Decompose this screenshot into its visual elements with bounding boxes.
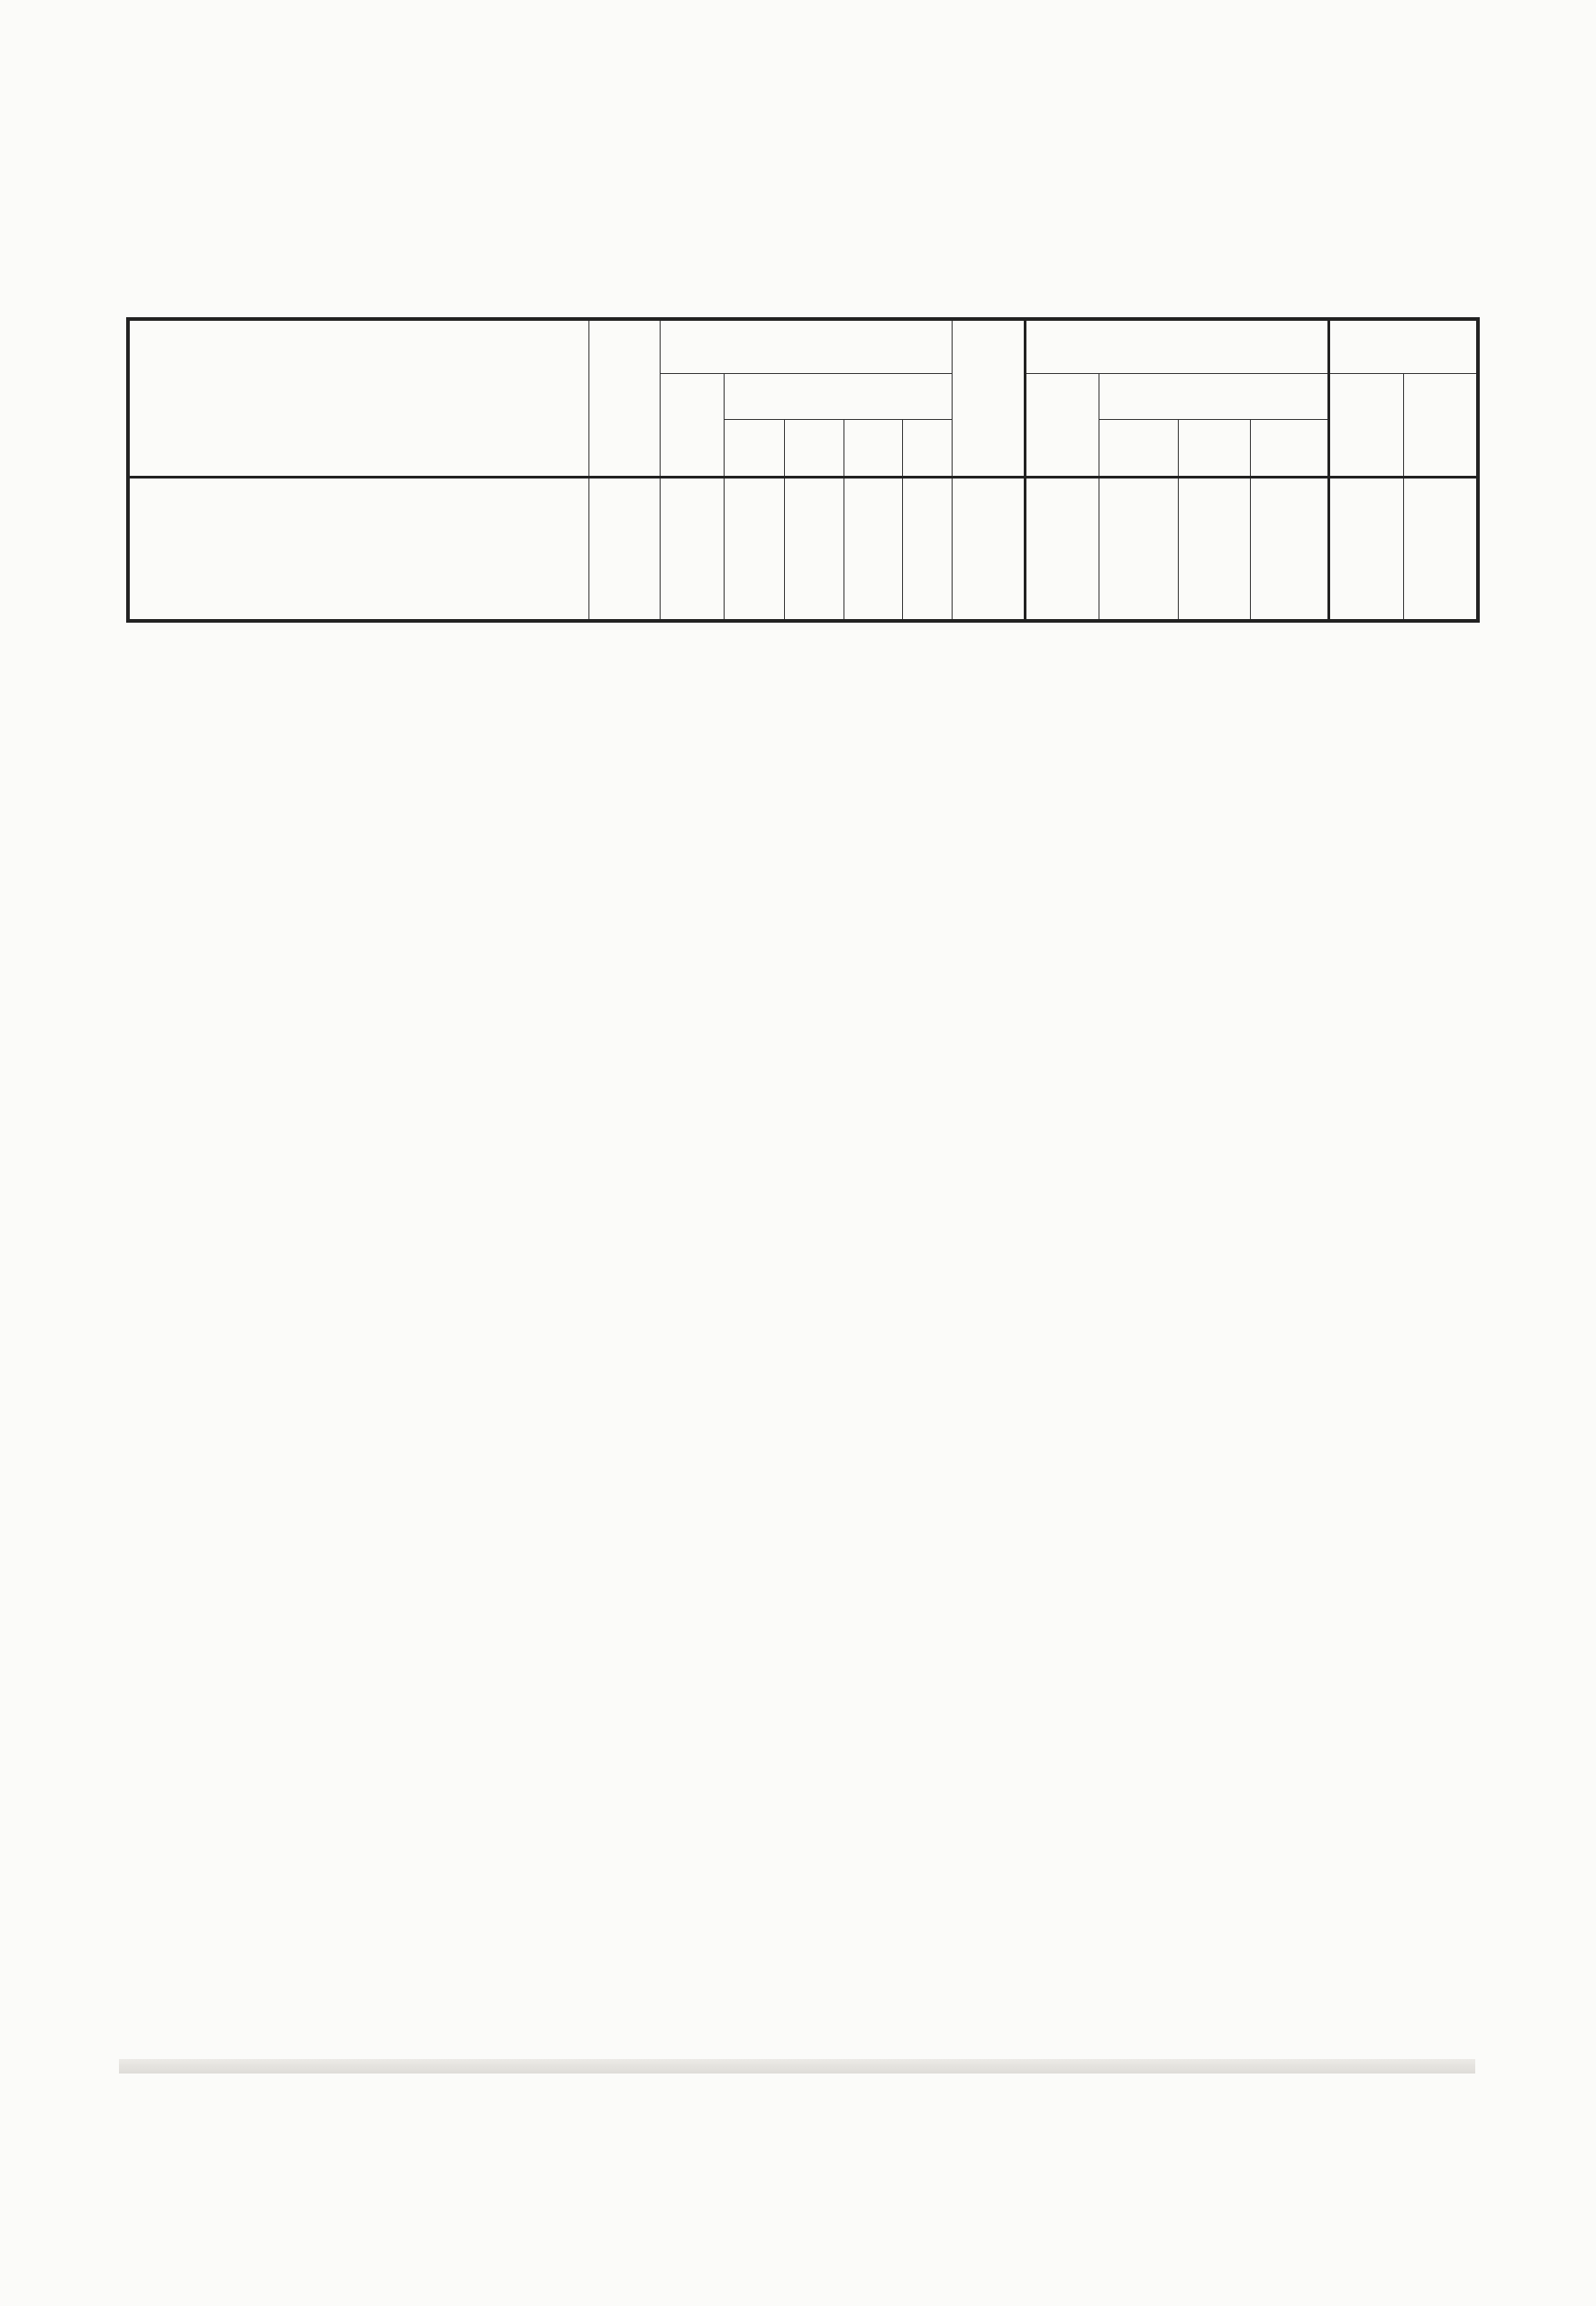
row-label xyxy=(128,502,589,525)
cell-value xyxy=(902,525,952,549)
cell-value xyxy=(1178,572,1251,596)
col-inhabited xyxy=(784,420,844,478)
cell-value xyxy=(660,572,724,596)
col-building xyxy=(902,420,952,478)
cell-value xyxy=(1025,478,1099,503)
cell-value xyxy=(589,525,660,549)
row-label xyxy=(128,549,589,572)
cell-value xyxy=(1099,525,1178,549)
cell-value xyxy=(953,572,1026,596)
cell-value xyxy=(1025,525,1099,549)
cell-value xyxy=(725,478,785,503)
cell-value xyxy=(1328,502,1403,525)
col-electors xyxy=(1328,374,1403,478)
col-area xyxy=(589,319,660,478)
cell-value xyxy=(784,572,844,596)
cell-value xyxy=(589,502,660,525)
table-row xyxy=(128,572,1478,596)
cell-value xyxy=(1403,549,1478,572)
cell-value xyxy=(784,596,844,621)
col-persons xyxy=(1099,420,1178,478)
cell-value xyxy=(1178,596,1251,621)
cell-value xyxy=(784,502,844,525)
cell-value xyxy=(1251,596,1328,621)
cell-value xyxy=(725,502,785,525)
cell-value xyxy=(660,478,724,503)
col-males xyxy=(1178,420,1251,478)
cell-value xyxy=(1099,502,1178,525)
census-table xyxy=(126,317,1480,623)
cell-value xyxy=(1025,549,1099,572)
row-label xyxy=(128,572,589,596)
cell-value xyxy=(1025,572,1099,596)
col-population xyxy=(1025,319,1328,374)
table-header xyxy=(128,319,1478,478)
col-total xyxy=(725,420,785,478)
cell-value xyxy=(784,525,844,549)
cell-value xyxy=(1328,525,1403,549)
cell-value xyxy=(1403,572,1478,596)
cell-value xyxy=(725,549,785,572)
col-pop-1891 xyxy=(1099,374,1328,420)
cell-value xyxy=(1099,478,1178,503)
cell-value xyxy=(1328,572,1403,596)
cell-value xyxy=(953,525,1026,549)
cell-value xyxy=(660,596,724,621)
cell-value xyxy=(1328,478,1403,503)
col-name xyxy=(128,319,589,478)
cell-value xyxy=(784,549,844,572)
cell-value xyxy=(1328,549,1403,572)
table-row xyxy=(128,549,1478,572)
cell-value xyxy=(1251,478,1328,503)
cell-value xyxy=(589,549,660,572)
cell-value xyxy=(1403,502,1478,525)
cell-value xyxy=(844,525,902,549)
cell-value xyxy=(1178,525,1251,549)
row-label xyxy=(128,596,589,621)
table-row xyxy=(128,596,1478,621)
cell-value xyxy=(844,596,902,621)
cell-value xyxy=(844,549,902,572)
cell-value xyxy=(953,502,1026,525)
cell-value xyxy=(953,478,1026,503)
cell-value xyxy=(725,572,785,596)
cell-value xyxy=(660,549,724,572)
cell-value xyxy=(1178,478,1251,503)
col-females xyxy=(1251,420,1328,478)
cell-value xyxy=(844,572,902,596)
cell-value xyxy=(1403,478,1478,503)
cell-value xyxy=(1099,549,1178,572)
cell-value xyxy=(589,572,660,596)
col-number-of xyxy=(1328,319,1478,374)
cell-value xyxy=(589,596,660,621)
col-houses xyxy=(660,319,952,374)
cell-value xyxy=(1099,572,1178,596)
cell-value xyxy=(1403,525,1478,549)
cell-value xyxy=(902,478,952,503)
cell-value xyxy=(1251,525,1328,549)
col-pop-1881 xyxy=(1025,374,1099,478)
col-members xyxy=(1403,374,1478,478)
cell-value xyxy=(1251,572,1328,596)
cell-value xyxy=(902,596,952,621)
table-row xyxy=(128,502,1478,525)
cell-value xyxy=(1251,502,1328,525)
cell-value xyxy=(1099,596,1178,621)
cell-value xyxy=(902,549,952,572)
cell-value xyxy=(784,478,844,503)
cell-value xyxy=(844,478,902,503)
cell-value xyxy=(902,572,952,596)
cell-value xyxy=(1025,502,1099,525)
cell-value xyxy=(589,478,660,503)
table-body xyxy=(128,478,1478,622)
table-row xyxy=(128,525,1478,549)
cell-value xyxy=(902,502,952,525)
cell-value xyxy=(1178,502,1251,525)
col-outoffices xyxy=(953,319,1026,478)
cell-value xyxy=(725,596,785,621)
cell-value xyxy=(1328,596,1403,621)
cell-value xyxy=(1025,596,1099,621)
cell-value xyxy=(953,549,1026,572)
cell-value xyxy=(725,525,785,549)
cell-value xyxy=(953,596,1026,621)
row-label xyxy=(128,478,589,503)
table-row xyxy=(128,478,1478,503)
col-uninhabited xyxy=(844,420,902,478)
cell-value xyxy=(660,502,724,525)
cell-value xyxy=(1178,549,1251,572)
cell-value xyxy=(1251,549,1328,572)
cell-value xyxy=(844,502,902,525)
col-houses-1881 xyxy=(660,374,724,478)
cell-value xyxy=(1403,596,1478,621)
table-notes xyxy=(119,2059,1475,2074)
row-label xyxy=(128,525,589,549)
col-houses-1891 xyxy=(725,374,953,420)
cell-value xyxy=(660,525,724,549)
